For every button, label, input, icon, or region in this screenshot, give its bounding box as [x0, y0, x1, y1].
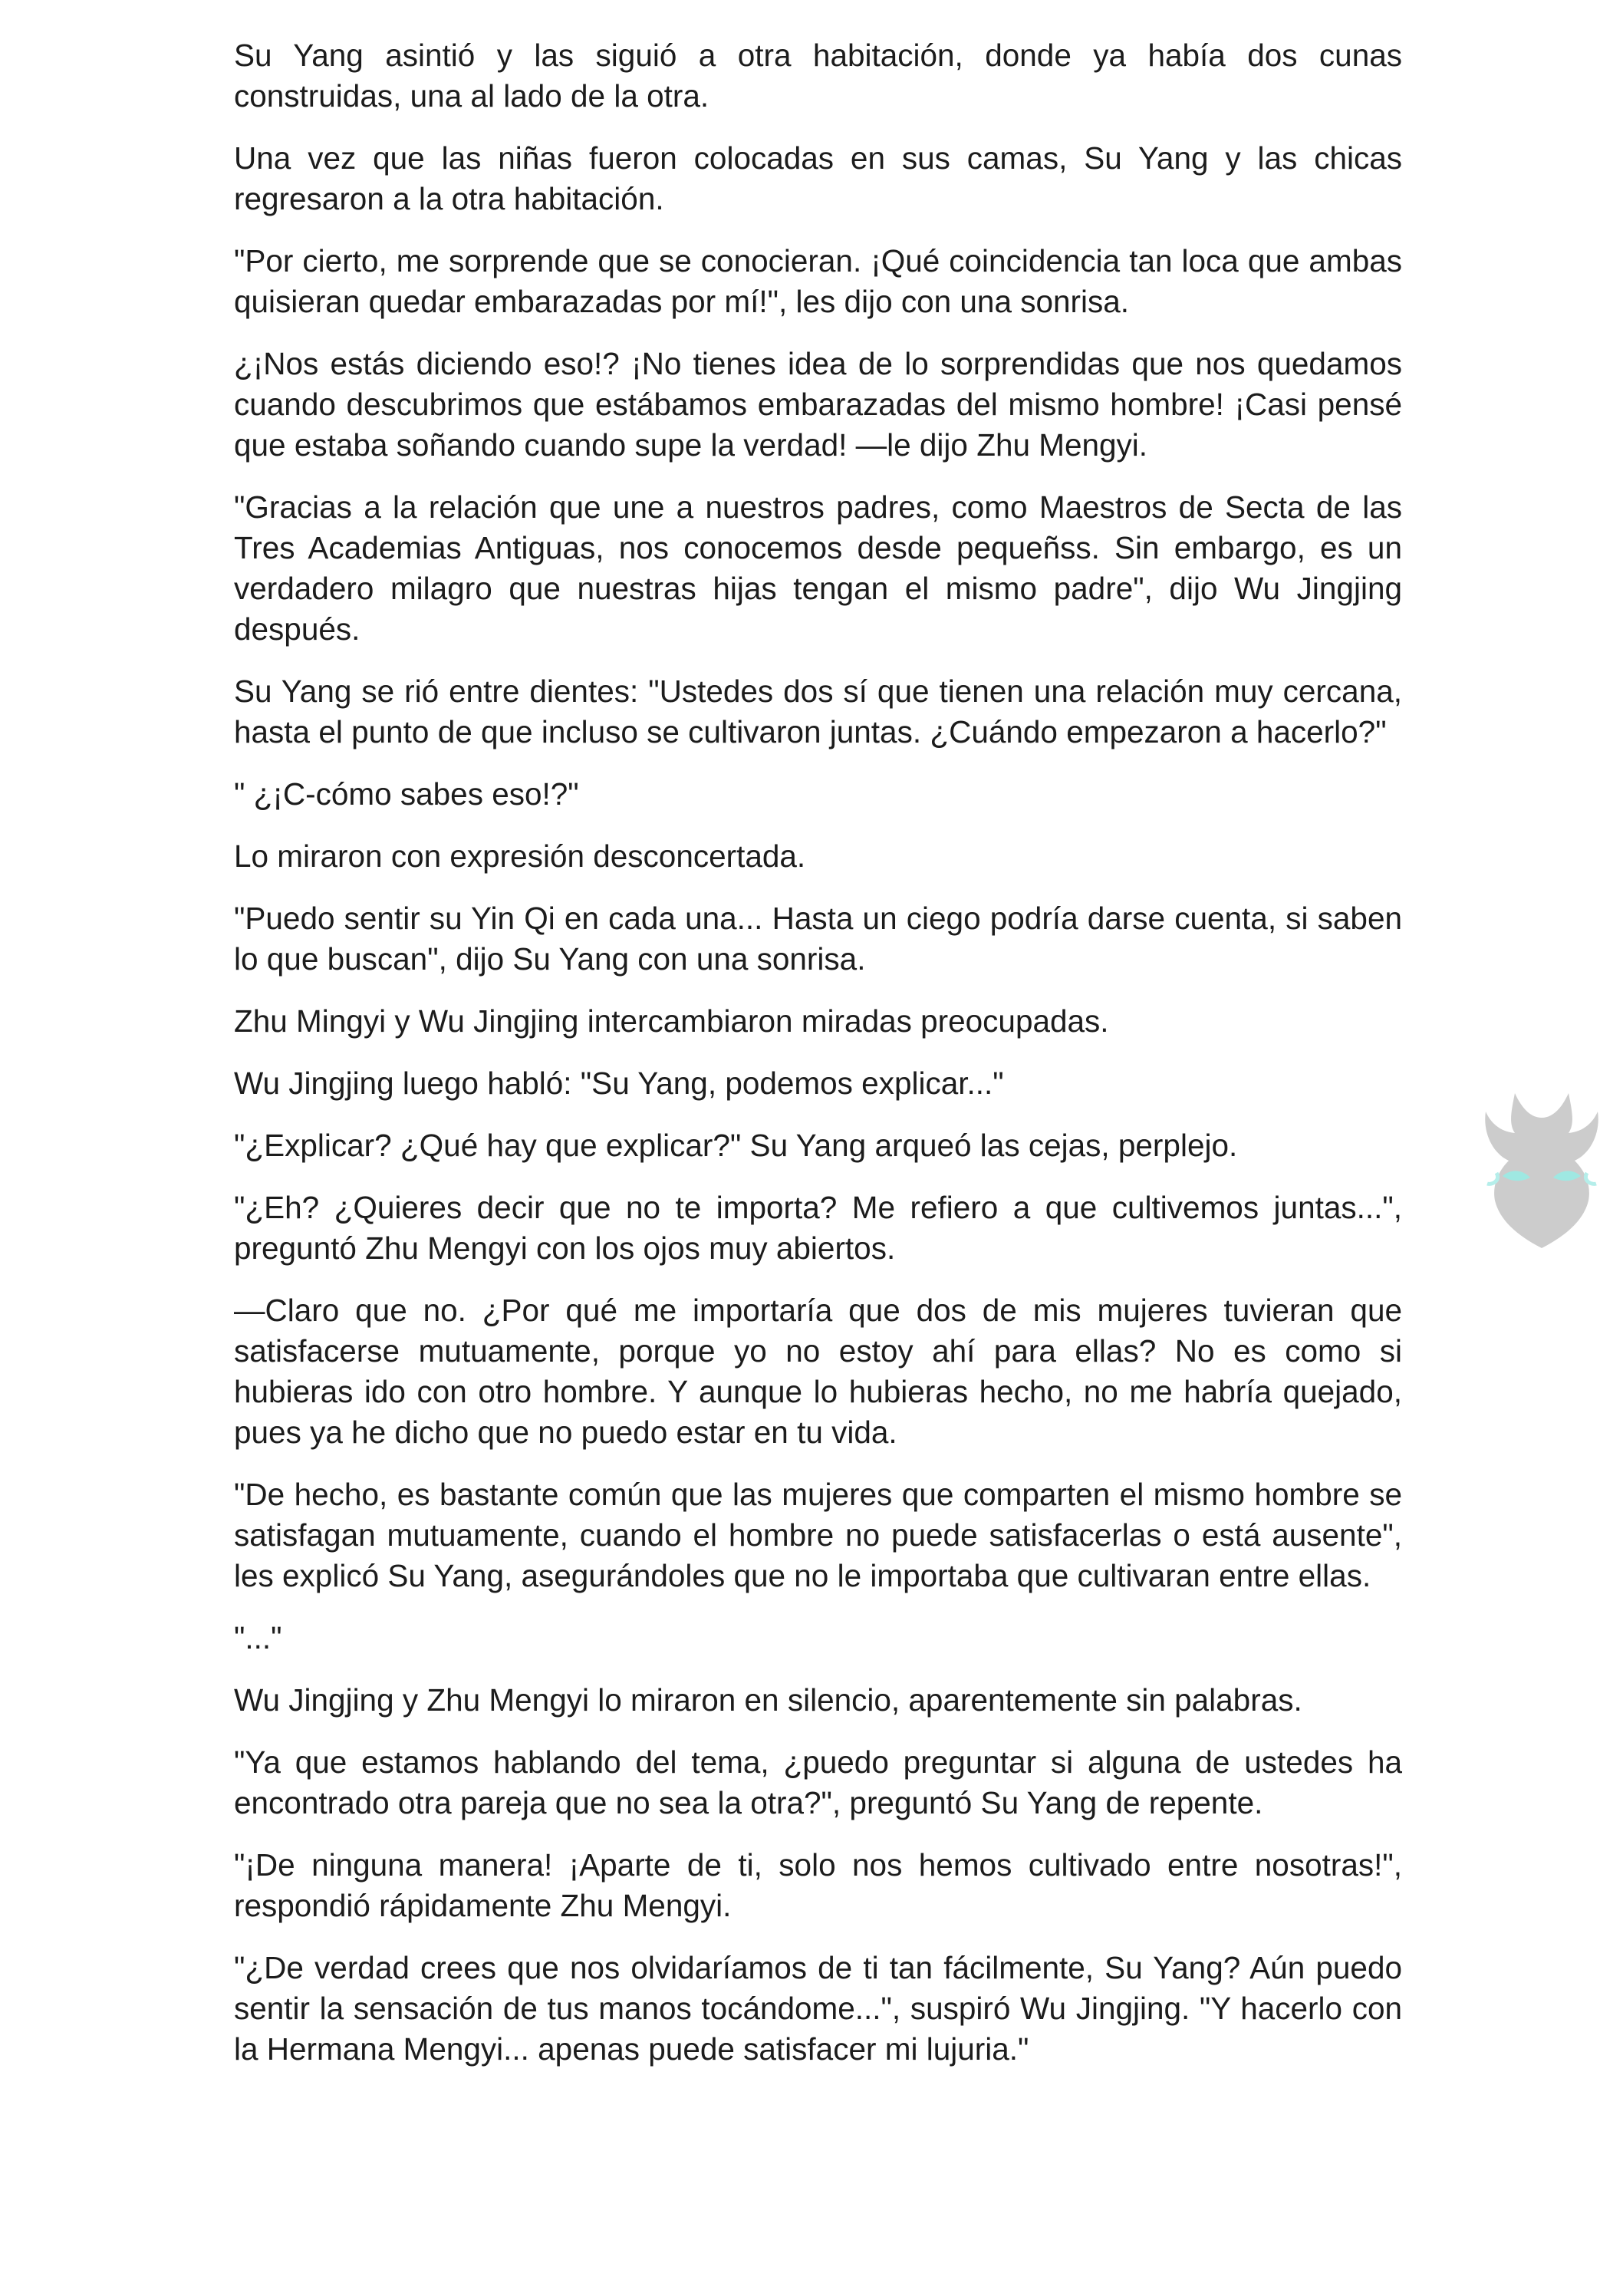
paragraph-16: "...": [234, 1620, 282, 1655]
paragraph-9: "Puedo sentir su Yin Qi en cada una... Hasta un ciego podría darse cuenta, si saben lo que buscan", dijo Su Yang con una sonrisa.: [234, 901, 1402, 977]
demon-head-icon: [1469, 1078, 1615, 1254]
paragraph-10: Zhu Mingyi y Wu Jingjing intercambiaron miradas preocupadas.: [234, 1003, 1109, 1039]
paragraph-4: ¿¡Nos estás diciendo eso!? ¡No tienes idea de lo sorprendidas que nos quedamos cuando descubrimos que estábamos embarazadas del mismo hombre! ¡Casi pensé que estaba soñando cuando supe la verdad! —le dijo Zhu Mengyi.: [234, 346, 1402, 463]
paragraph-7: " ¿¡C-cómo sabes eso!?": [234, 776, 579, 812]
body-text: [234, 35, 1402, 2091]
demon-head-silhouette: [1485, 1093, 1598, 1248]
paragraph-14: —Claro que no. ¿Por qué me importaría que dos de mis mujeres tuvieran que satisfacerse mutuamente, porque yo no estoy ahí para ellas? No es como si hubieras ido con otro hombre. Y aunque lo hubieras hecho, no me habría quejado, pues ya he dicho que no puedo estar en tu vida.: [234, 1293, 1402, 1450]
paragraph-3: "Por cierto, me sorprende que se conocieran. ¡Qué coincidencia tan loca que ambas quisieran quedar embarazadas por mí!", les dijo con una sonrisa.: [234, 243, 1402, 319]
paragraph-18: "Ya que estamos hablando del tema, ¿puedo preguntar si alguna de ustedes ha encontrado otra pareja que no sea la otra?", preguntó Su Yang de repente.: [234, 1744, 1402, 1820]
paragraph-13: "¿Eh? ¿Quieres decir que no te importa? Me refiero a que cultivemos juntas...", preguntó Zhu Mengyi con los ojos muy abiertos.: [234, 1190, 1402, 1266]
paragraph-20: "¿De verdad crees que nos olvidaríamos de ti tan fácilmente, Su Yang? Aún puedo sentir la sensación de tus manos tocándome...", suspiró Wu Jingjing. "Y hacerlo con la Hermana Mengyi... apenas puede satisfacer mi lujuria.": [234, 1950, 1402, 2067]
paragraph-2: Una vez que las niñas fueron colocadas en sus camas, Su Yang y las chicas regresaron a la otra habitación.: [234, 140, 1402, 216]
demon-right-eye-glow: [1585, 1173, 1596, 1184]
paragraph-8: Lo miraron con expresión desconcertada.: [234, 838, 806, 874]
demon-left-eye-glow: [1487, 1173, 1498, 1184]
paragraph-19: "¡De ninguna manera! ¡Aparte de ti, solo nos hemos cultivado entre nosotras!", respondió rápidamente Zhu Mengyi.: [234, 1847, 1402, 1923]
paragraph-12: "¿Explicar? ¿Qué hay que explicar?" Su Yang arqueó las cejas, perplejo.: [234, 1128, 1238, 1163]
paragraph-15: "De hecho, es bastante común que las mujeres que comparten el mismo hombre se satisfagan mutuamente, cuando el hombre no puede satisfacerlas o está ausente", les explicó Su Yang, asegurándoles que no le importaba que cultivaran entre ellas.: [234, 1477, 1402, 1593]
paragraph-17: Wu Jingjing y Zhu Mengyi lo miraron en silencio, aparentemente sin palabras.: [234, 1682, 1302, 1718]
paragraph-6: Su Yang se rió entre dientes: "Ustedes dos sí que tienen una relación muy cercana, hasta el punto de que incluso se cultivaron juntas. ¿Cuándo empezaron a hacerlo?": [234, 674, 1402, 749]
paragraph-5: "Gracias a la relación que une a nuestros padres, como Maestros de Secta de las Tres Academias Antiguas, nos conocemos desde pequeñss. Sin embargo, es un verdadero milagro que nuestras hijas tengan el mismo padre", dijo Wu Jingjing después.: [234, 489, 1402, 647]
paragraph-1: Su Yang asintió y las siguió a otra habitación, donde ya había dos cunas construidas, una al lado de la otra.: [234, 38, 1402, 114]
paragraph-11: Wu Jingjing luego habló: "Su Yang, podemos explicar...": [234, 1066, 1004, 1101]
